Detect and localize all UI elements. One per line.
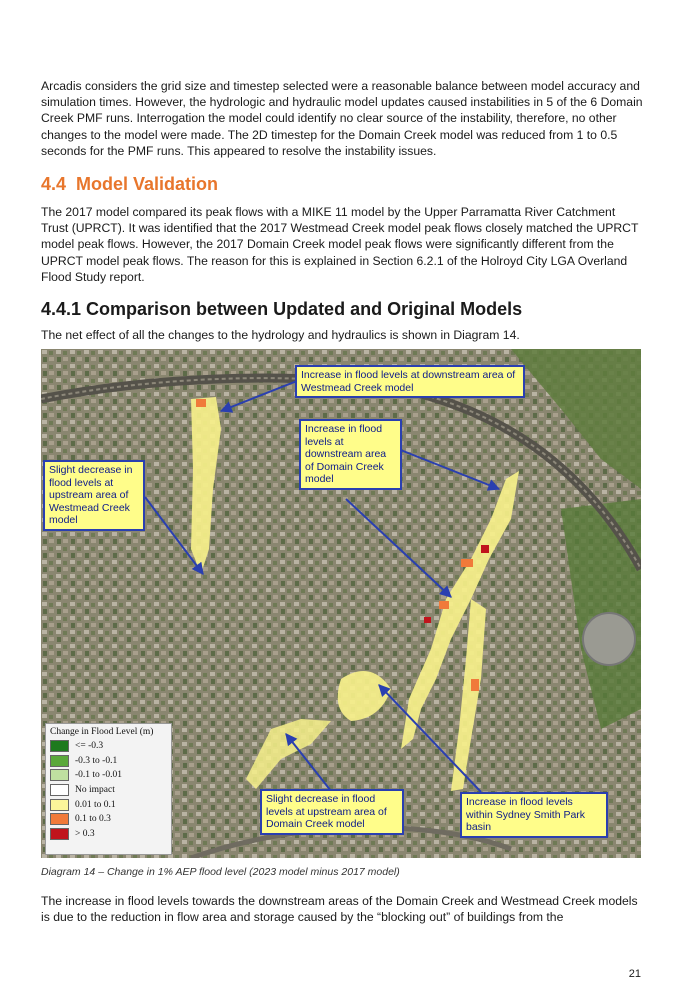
- legend-label: 0.1 to 0.3: [75, 814, 111, 825]
- flood-level-change-map: [41, 349, 641, 858]
- legend-row: [50, 754, 167, 769]
- legend-swatch: [50, 769, 69, 781]
- legend-label: -0.1 to -0.01: [75, 770, 122, 781]
- section-heading-model-validation: [41, 174, 218, 195]
- map-legend: [45, 723, 172, 855]
- legend-row: [50, 827, 167, 842]
- section-title: Model Validation: [76, 174, 219, 194]
- paragraph-net-effect: The net effect of all the changes to the hydrology and hydraulics is shown in Diagram 14.: [41, 328, 520, 342]
- legend-swatch: [50, 813, 69, 825]
- callout-sydney-smith-park: Increase in flood levels within Sydney Smith Park basin: [460, 792, 608, 838]
- legend-row: [50, 812, 167, 827]
- paragraph-validation: The 2017 model compared its peak flows with a MIKE 11 model by the Upper Parramatta River Catchment Trust (UPRCT). It was identified that the 2017 Westmead Creek model peak flows closely matched the UPRCT model peak flows. However, the 2017 Domain Creek model peak flows were significantly different from the UPRCT model peak flows. The reason for this is explained in Section 6.2.1 of the Holroyd City LGA Overland Flood Study report.: [41, 205, 639, 284]
- callout-domain-upstream: Slight decrease in flood levels at upstream area of Domain Creek model: [260, 789, 404, 835]
- figure-caption: Diagram 14 – Change in 1% AEP flood level (2023 model minus 2017 model): [41, 866, 400, 878]
- legend-label: 0.01 to 0.1: [75, 799, 116, 810]
- legend-swatch: [50, 828, 69, 840]
- paragraph-instability: Arcadis considers the grid size and timestep selected were a reasonable balance between model accuracy and simulation times. However, the hydrologic and hydraulic model updates caused instabilities in 5 of the 6 Domain Creek PMF runs. Interrogation the model could identify no clear source of the instability, therefore, no other changes to the model were made. The 2D timestep for the Domain Creek model was reduced from 1 to 0.5 seconds for the PMF runs. This appeared to resolve the instability issues.: [41, 79, 643, 158]
- section-number: 4.4: [41, 174, 67, 194]
- paragraph-increase-explanation: The increase in flood levels towards the downstream areas of the Domain Creek and Westmead Creek models is due to the reduction in flow area and storage caused by the “blocking out” of buildings from the: [41, 894, 638, 925]
- legend-swatch: [50, 755, 69, 767]
- legend-label: No impact: [75, 785, 115, 796]
- legend-swatch: [50, 799, 69, 811]
- legend-label: <= -0.3: [75, 741, 104, 752]
- callout-domain-downstream: Increase in flood levels at downstream area of Domain Creek model: [299, 419, 402, 490]
- legend-swatch: [50, 740, 69, 752]
- callout-westmead-upstream: Slight decrease in flood levels at upstream area of Westmead Creek model: [43, 460, 145, 531]
- legend-title: Change in Flood Level (m): [50, 727, 154, 737]
- subsection-heading-comparison: 4.4.1 Comparison between Updated and Original Models: [41, 299, 523, 319]
- legend-swatch: [50, 784, 69, 796]
- legend-label: -0.3 to -0.1: [75, 755, 118, 766]
- legend-row: [50, 768, 167, 783]
- legend-row: [50, 739, 167, 754]
- callout-westmead-downstream: Increase in flood levels at downstream area of Westmead Creek model: [295, 365, 525, 398]
- page-number: 21: [628, 968, 641, 980]
- legend-label: > 0.3: [75, 828, 95, 839]
- legend-row: [50, 797, 167, 812]
- legend-row: [50, 783, 167, 798]
